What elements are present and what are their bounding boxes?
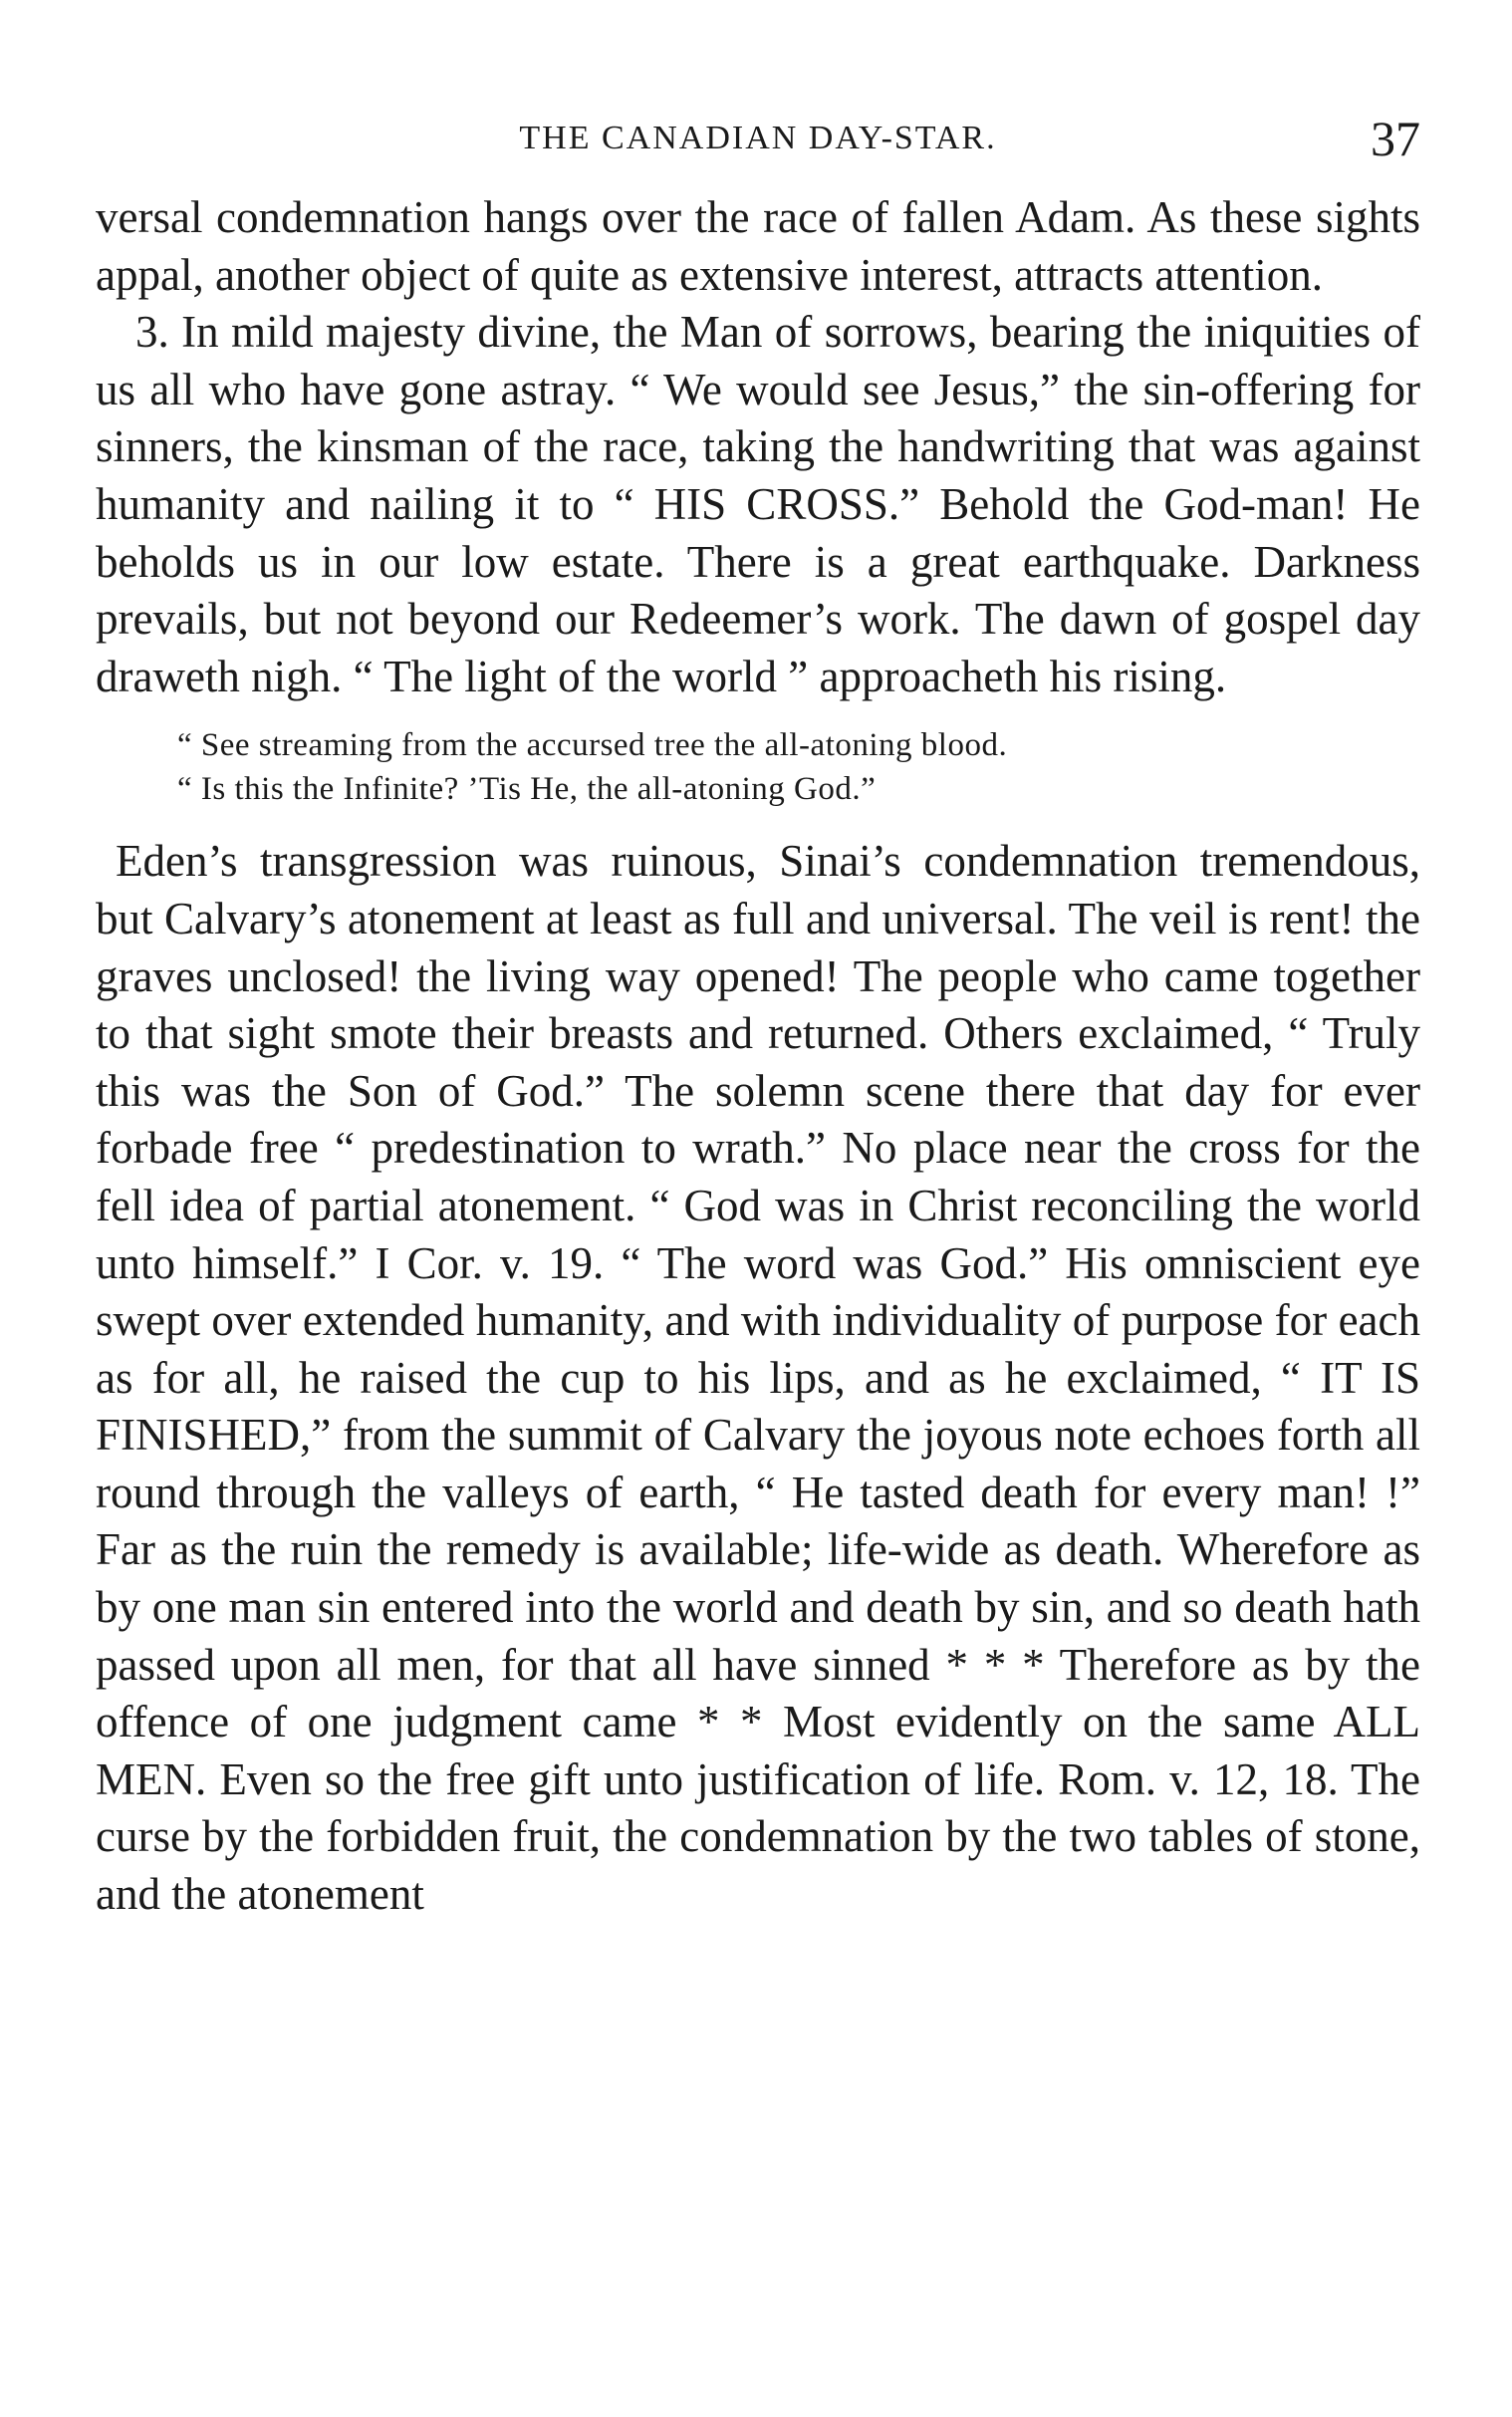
body-text	[96, 189, 1420, 1924]
verse-line: “ See streaming from the accursed tree the all-atoning blood.	[177, 727, 1008, 764]
verse-quote	[96, 723, 1420, 811]
paragraph-continued: versal condemnation hangs over the race of fallen Adam. As these sights appal, another object of quite as extensive interest, attracts attention.	[96, 192, 1420, 300]
running-head: THE CANADIAN DAY-STAR.	[519, 120, 997, 156]
page-header	[96, 110, 1420, 169]
paragraph-3: 3. In mild majesty divine, the Man of sorrows, bearing the iniquities of us all who have gone astray. “ We would see Jesus,” the sin-offering for sinners, the kinsman of the race, taking the handwriting that was against humanity and nailing it to “ HIS CROSS.” Behold the God-man! He beholds us in our low estate. There is a great earthquake. Darkness prevails, but not beyond our Redeemer’s work. The dawn of gospel day draweth nigh. “ The light of the world ” approacheth his rising.	[96, 307, 1420, 701]
paragraph-eden: Eden’s transgression was ruinous, Sinai’s condemnation tremendous, but Calvary’s atonement at least as full and universal. The veil is rent! the graves unclosed! the living way opened! The people who came together to that sight smote their breasts and returned. Others exclaimed, “ Truly this was the Son of God.” The solemn scene there that day for ever forbade free “ predestination to wrath.” No place near the cross for the fell idea of partial atonement. “ God was in Christ reconciling the world unto himself.” I Cor. v. 19. “ The word was God.” His omniscient eye swept over extended humanity, and with individuality of purpose for each as for all, he raised the cup to his lips, and as he exclaimed, “ IT IS FINISHED,” from the summit of Calvary the joyous note echoes forth all round through the valleys of earth, “ He tasted death for every man! !” Far as the ruin the remedy is available; life-wide as death. Wherefore as by one man sin entered into the world and death by sin, and so death hath passed upon all men, for that all have sinned * * * Therefore as by the offence of one judgment came * * Most evidently on the same ALL MEN. Even so the free gift unto justification of life. Rom. v. 12, 18. The curse by the forbidden fruit, the condemnation by the two tables of stone, and the atonement	[96, 836, 1420, 1920]
page-number: 37	[1371, 111, 1420, 166]
book-page	[96, 110, 1420, 1924]
verse-line: “ Is this the Infinite? ’Tis He, the all-atoning God.”	[177, 771, 877, 808]
